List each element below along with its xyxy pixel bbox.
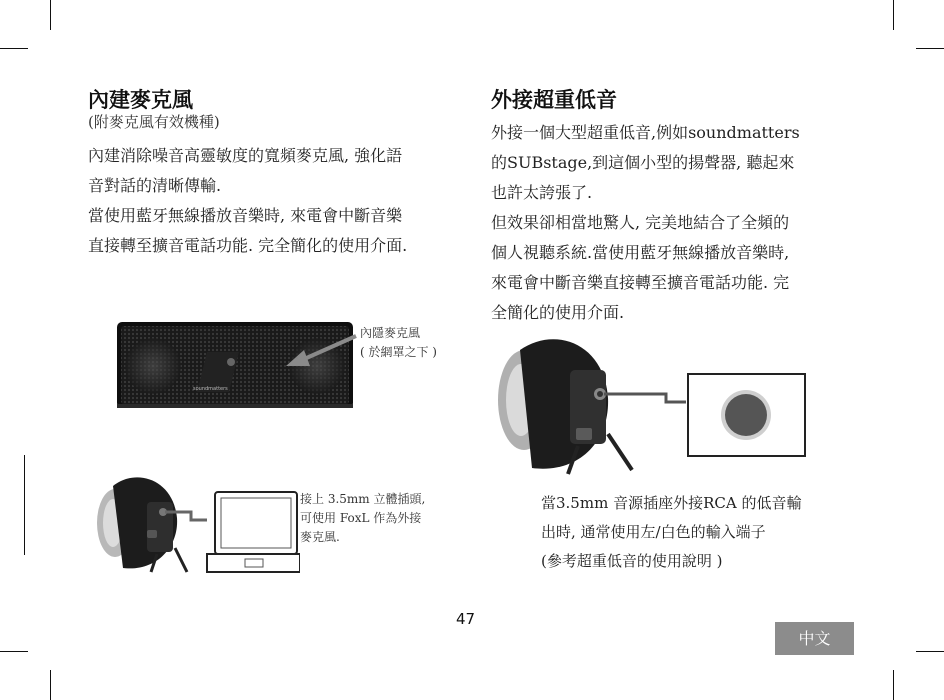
paragraph-line: 個人視聽系統.當使用藍牙無線播放音樂時, <box>491 243 790 262</box>
paragraph-line: 也許太誇張了. <box>491 183 593 202</box>
callout-line: ( 於網罩之下 ) <box>360 345 437 359</box>
paragraph-line: 全簡化的使用介面. <box>491 303 625 322</box>
speaker-laptop-image <box>95 468 300 578</box>
callout-line: 可使用 FoxL 作為外接 <box>300 511 422 525</box>
crop-mark <box>916 651 944 652</box>
right-section-title: 外接超重低音 <box>491 88 617 112</box>
left-section-title: 內建麥克風 <box>88 88 193 112</box>
paragraph-line: 的SUBstage,到這個小型的揚聲器, 聽起來 <box>491 153 795 172</box>
mic-callout <box>360 324 437 362</box>
paragraph-line: 當使用藍牙無線播放音樂時, 來電會中斷音樂 <box>88 206 403 225</box>
crop-mark <box>0 651 28 652</box>
side-mark <box>24 455 25 555</box>
rca-callout <box>541 489 801 576</box>
page-number: 47 <box>456 610 476 628</box>
paragraph-line: 來電會中斷音樂直接轉至擴音電話功能. 完 <box>491 273 790 292</box>
paragraph-line: 直接轉至擴音電話功能. 完全簡化的使用介面. <box>88 236 408 255</box>
callout-line: 出時, 通常使用左/白色的輸入端子 <box>541 523 766 541</box>
paragraph-line: 但效果卻相當地驚人, 完美地結合了全頻的 <box>491 213 790 232</box>
language-tab: 中文 <box>775 622 854 655</box>
speaker-logo: soundmatters <box>193 386 228 392</box>
right-paragraph <box>491 118 800 328</box>
crop-mark <box>893 0 894 30</box>
jack-callout <box>300 490 425 547</box>
paragraph-line: 音對話的清晰傳輸. <box>88 176 222 195</box>
callout-line: 內隱麥克風 <box>360 326 421 340</box>
callout-line: 當3.5mm 音源插座外接RCA 的低音輸 <box>541 494 802 512</box>
callout-line: 麥克風. <box>300 530 340 544</box>
crop-mark <box>50 0 51 30</box>
callout-line: (參考超重低音的使用說明 ) <box>541 552 723 570</box>
crop-mark <box>916 48 944 49</box>
speaker-subwoofer-image <box>496 330 808 480</box>
crop-mark <box>893 670 894 700</box>
callout-line: 接上 3.5mm 立體插頭, <box>300 492 426 506</box>
mic-pointer-arrow <box>280 330 360 370</box>
paragraph-line: 外接一個大型超重低音,例如soundmatters <box>491 123 800 142</box>
crop-mark <box>50 670 51 700</box>
left-section-subtitle: (附麥克風有效機種) <box>88 113 220 131</box>
crop-mark <box>0 48 28 49</box>
paragraph-line: 內建消除噪音高靈敏度的寬頻麥克風, 強化語 <box>88 146 403 165</box>
left-paragraph <box>88 141 407 261</box>
